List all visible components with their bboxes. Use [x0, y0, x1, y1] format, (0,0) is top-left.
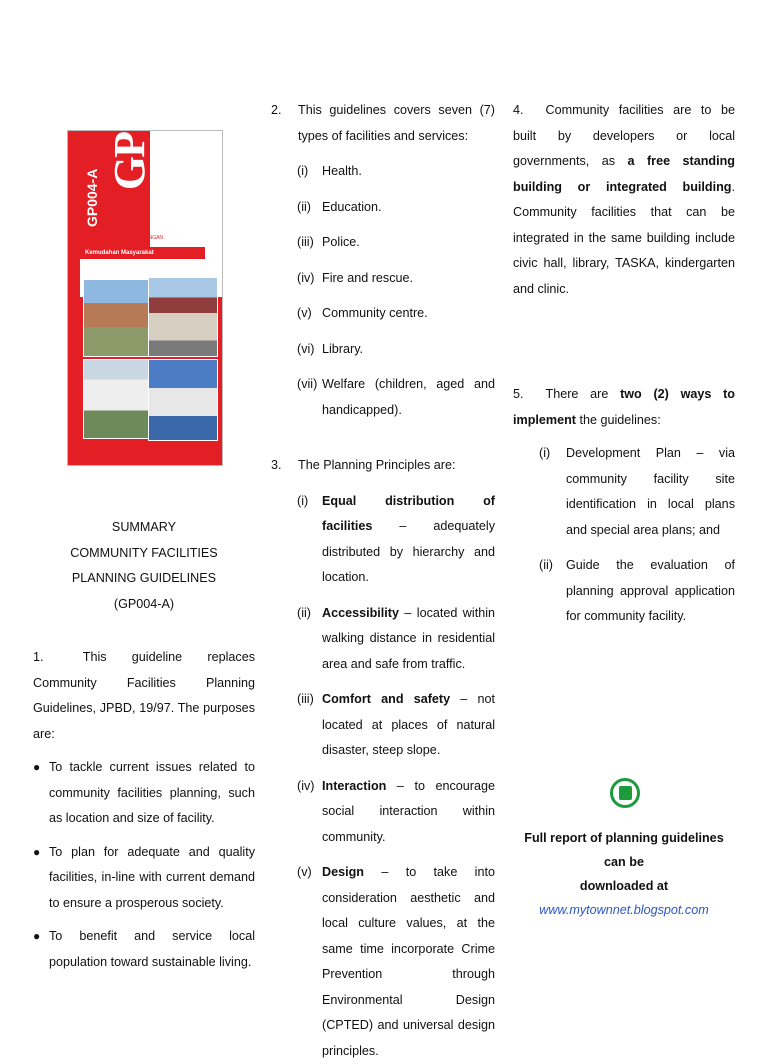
summary-line: COMMUNITY FACILITIES — [33, 541, 255, 567]
list-item — [271, 337, 495, 363]
section-3-text: The Planning Principles are: — [298, 458, 456, 472]
bullet-text: To benefit and service local population toward sustainable living. — [49, 929, 255, 969]
summary-line: (GP004-A) — [33, 592, 255, 618]
list-item — [513, 553, 735, 630]
principle-title: Equal distribution of facilities — [322, 494, 495, 534]
bullet-icon: ● — [33, 924, 40, 950]
list-text: Police. — [322, 235, 360, 249]
list-item — [271, 372, 495, 423]
principle-text: – to encourage social interaction within community. — [322, 779, 495, 844]
section-2-list — [271, 159, 495, 423]
list-num: (i) — [297, 489, 308, 515]
footer-line — [513, 874, 735, 898]
footer-line — [513, 826, 735, 874]
list-num: (iii) — [297, 687, 314, 713]
list-num: (ii) — [297, 195, 311, 221]
list-item — [271, 489, 495, 591]
footer-text: downloaded at — [580, 879, 668, 893]
list-num: (i) — [297, 159, 308, 185]
section-2-text: This guidelines covers seven (7) types of facilities and services: — [298, 103, 495, 143]
list-item — [271, 687, 495, 764]
section-4 — [513, 98, 735, 302]
footer-text: Full report of planning guidelines can be — [524, 831, 723, 869]
section-4-text-end: . Community facilities that can be integrated in the same building include civic hall, library, TASKA, kindergarten and clinic. — [513, 180, 735, 296]
list-text: Guide the evaluation of planning approval application for community facility. — [566, 558, 735, 623]
list-num: (v) — [297, 301, 312, 327]
section-5-list — [513, 441, 735, 630]
list-num: (vii) — [297, 372, 317, 398]
section-number: 5. — [513, 387, 524, 401]
principle-text: – located within walking distance in residential area and safe from traffic. — [322, 606, 495, 671]
bullet-item — [33, 840, 255, 917]
principle-text: – to take into consideration aesthetic and local culture values, at the same time incorporate Crime Prevention through Environmental Design (CPTED) and universal design principles. — [322, 865, 495, 1058]
bullet-item — [33, 755, 255, 832]
bullet-text: To tackle current issues related to community facilities planning, such as location and size of facility. — [49, 760, 255, 825]
summary-title — [33, 515, 255, 617]
bullet-item — [33, 924, 255, 975]
cover-series: GARIS PANDUAN PERANCANGAN — [82, 235, 163, 241]
section-number: 3. — [271, 453, 282, 479]
section-5 — [513, 382, 735, 433]
column-3 — [513, 98, 735, 630]
list-text: Welfare (children, aged and handicapped). — [322, 377, 495, 417]
list-text: Library. — [322, 342, 363, 356]
list-item — [271, 301, 495, 327]
section-1-text: This guideline replaces Community Facilities Planning Guidelines, JPBD, 19/97. The purposes are: — [33, 650, 255, 741]
principle-title: Accessibility — [322, 606, 399, 620]
list-item — [271, 860, 495, 1064]
cover-photo-building-4 — [148, 359, 218, 441]
principle-title: Design — [322, 865, 364, 879]
logo-mark — [619, 786, 632, 800]
section-4-bold: a free standing building or integrated building — [513, 154, 735, 194]
cover-subtitle: Kemudahan Masyarakat — [82, 247, 205, 259]
blog-link[interactable]: www.mytownnet.blogspot.com — [513, 898, 735, 922]
section-number: 4. — [513, 103, 524, 117]
bullet-icon: ● — [33, 755, 40, 781]
list-num: (i) — [539, 441, 550, 467]
cover-code: GP004-A — [84, 137, 104, 227]
list-num: (iii) — [297, 230, 314, 256]
cover-photo-building-2 — [148, 277, 218, 357]
principle-title: Comfort and safety — [322, 692, 450, 706]
section-1-intro — [33, 645, 255, 747]
mytownnet-logo-icon — [610, 778, 640, 808]
section-number: 2. — [271, 98, 282, 124]
cover-image — [67, 130, 223, 466]
list-item — [271, 230, 495, 256]
list-num: (v) — [297, 860, 312, 886]
list-item — [271, 601, 495, 678]
bullet-icon: ● — [33, 840, 40, 866]
section-1 — [33, 645, 255, 975]
list-item — [271, 266, 495, 292]
bullet-text: To plan for adequate and quality facilities, in-line with current demand to ensure a prosperous society. — [49, 845, 255, 910]
principle-text: – not located at places of natural disaster, steep slope. — [322, 692, 495, 757]
list-text: Education. — [322, 200, 382, 214]
summary-line: PLANNING GUIDELINES — [33, 566, 255, 592]
cover-photo-building-3 — [83, 359, 149, 439]
principle-text: – adequately distributed by hierarchy and location. — [322, 519, 495, 584]
list-num: (ii) — [539, 553, 553, 579]
section-3-list — [271, 489, 495, 1064]
list-text: Health. — [322, 164, 362, 178]
list-num: (iv) — [297, 774, 314, 800]
summary-line: SUMMARY — [33, 515, 255, 541]
section-2 — [271, 98, 495, 149]
principle-title: Interaction — [322, 779, 386, 793]
list-num: (vi) — [297, 337, 314, 363]
list-num: (iv) — [297, 266, 314, 292]
list-num: (ii) — [297, 601, 311, 627]
section-5-text-end: the guidelines: — [576, 413, 661, 427]
cover-photo-building-1 — [83, 279, 149, 357]
list-text: Fire and rescue. — [322, 271, 413, 285]
footer-note — [513, 826, 735, 922]
section-number: 1. — [33, 650, 44, 664]
section-3 — [271, 453, 495, 479]
column-2 — [271, 98, 495, 1064]
list-item — [513, 441, 735, 543]
section-5-text: There are — [546, 387, 621, 401]
list-item — [271, 159, 495, 185]
list-item — [271, 195, 495, 221]
section-5-bold: two (2) ways to implement — [513, 387, 735, 427]
section-4-text: Community facilities are to be built by developers or local governments, as — [513, 103, 735, 168]
list-text: Community centre. — [322, 306, 428, 320]
list-item — [271, 774, 495, 851]
list-text: Development Plan – via community facility site identification in local plans and special area plans; and — [566, 446, 735, 537]
cover-logo-text: GP — [104, 133, 155, 190]
